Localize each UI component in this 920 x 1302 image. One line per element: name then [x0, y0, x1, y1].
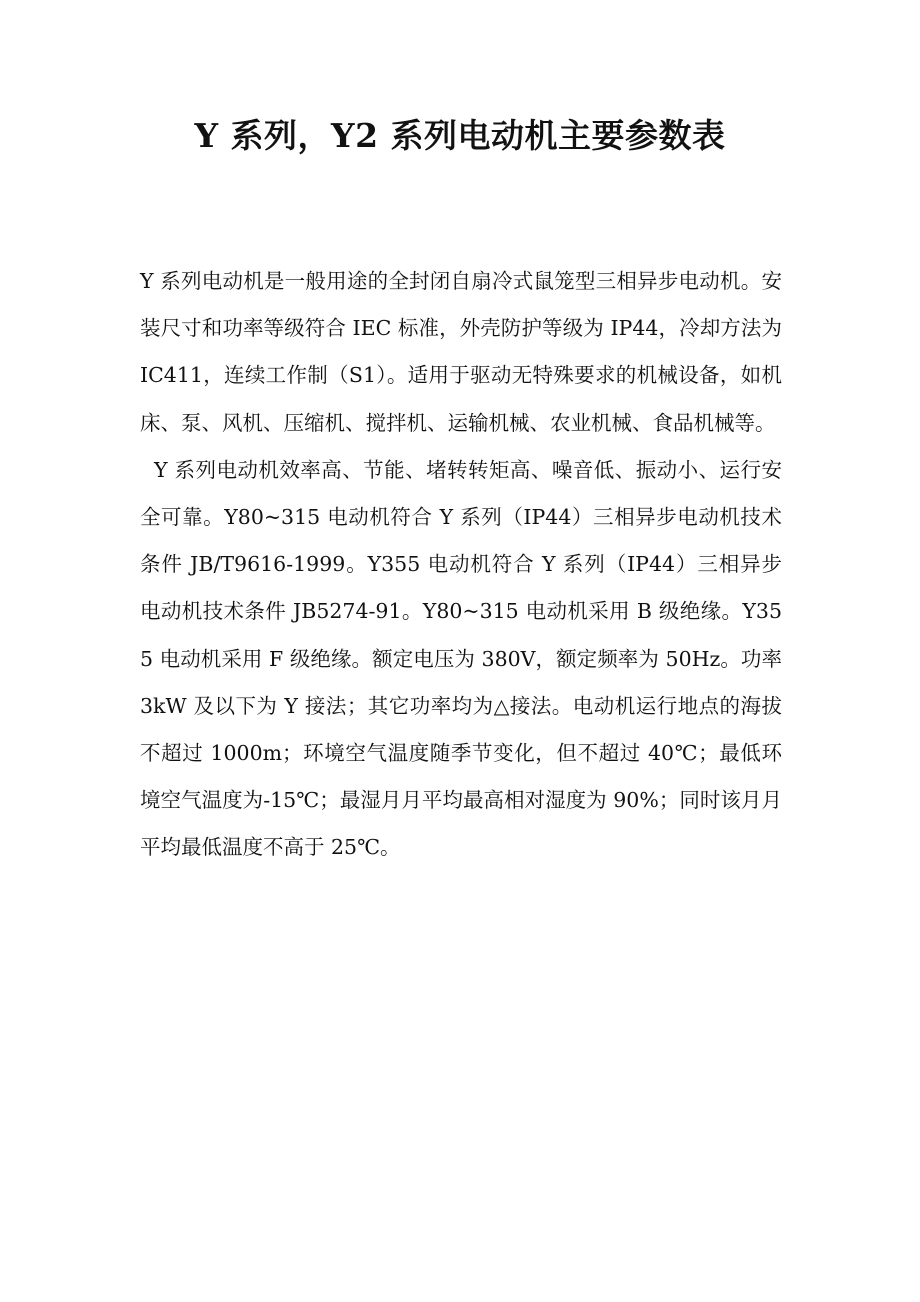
paragraph-overview: Y 系列电动机是一般用途的全封闭自扇冷式鼠笼型三相异步电动机。安装尺寸和功率等级符合 IEC 标准，外壳防护等级为 IP44，冷却方法为 IC411，连续工作制（S1）。适用于驱动无特殊要求的机械设备，如机床、泵、风机、压缩机、搅拌机、运输机械、农业机械、食品机械等。: [140, 269, 782, 435]
document-title: Y 系列，Y2 系列电动机主要参数表: [194, 116, 726, 155]
document-body: [140, 258, 782, 872]
paragraph-specifications: Y 系列电动机效率高、节能、堵转转矩高、噪音低、振动小、运行安全可靠。Y80~315 电动机符合 Y 系列（IP44）三相异步电动机技术条件 JB/T9616-1999。Y355 电动机符合 Y 系列（IP44）三相异步电动机技术条件 JB5274-91。Y80~315 电动机采用 B 级绝缘。Y355 电动机采用 F 级绝缘。额定电压为 380V，额定频率为 50Hz。功率 3kW 及以下为 Y 接法；其它功率均为△接法。电动机运行地点的海拔不超过 1000m；环境空气温度随季节变化，但不超过 40℃；最低环境空气温度为-15℃；最湿月月平均最高相对湿度为 90%；同时该月月平均最低温度不高于 25℃。: [140, 457, 782, 860]
